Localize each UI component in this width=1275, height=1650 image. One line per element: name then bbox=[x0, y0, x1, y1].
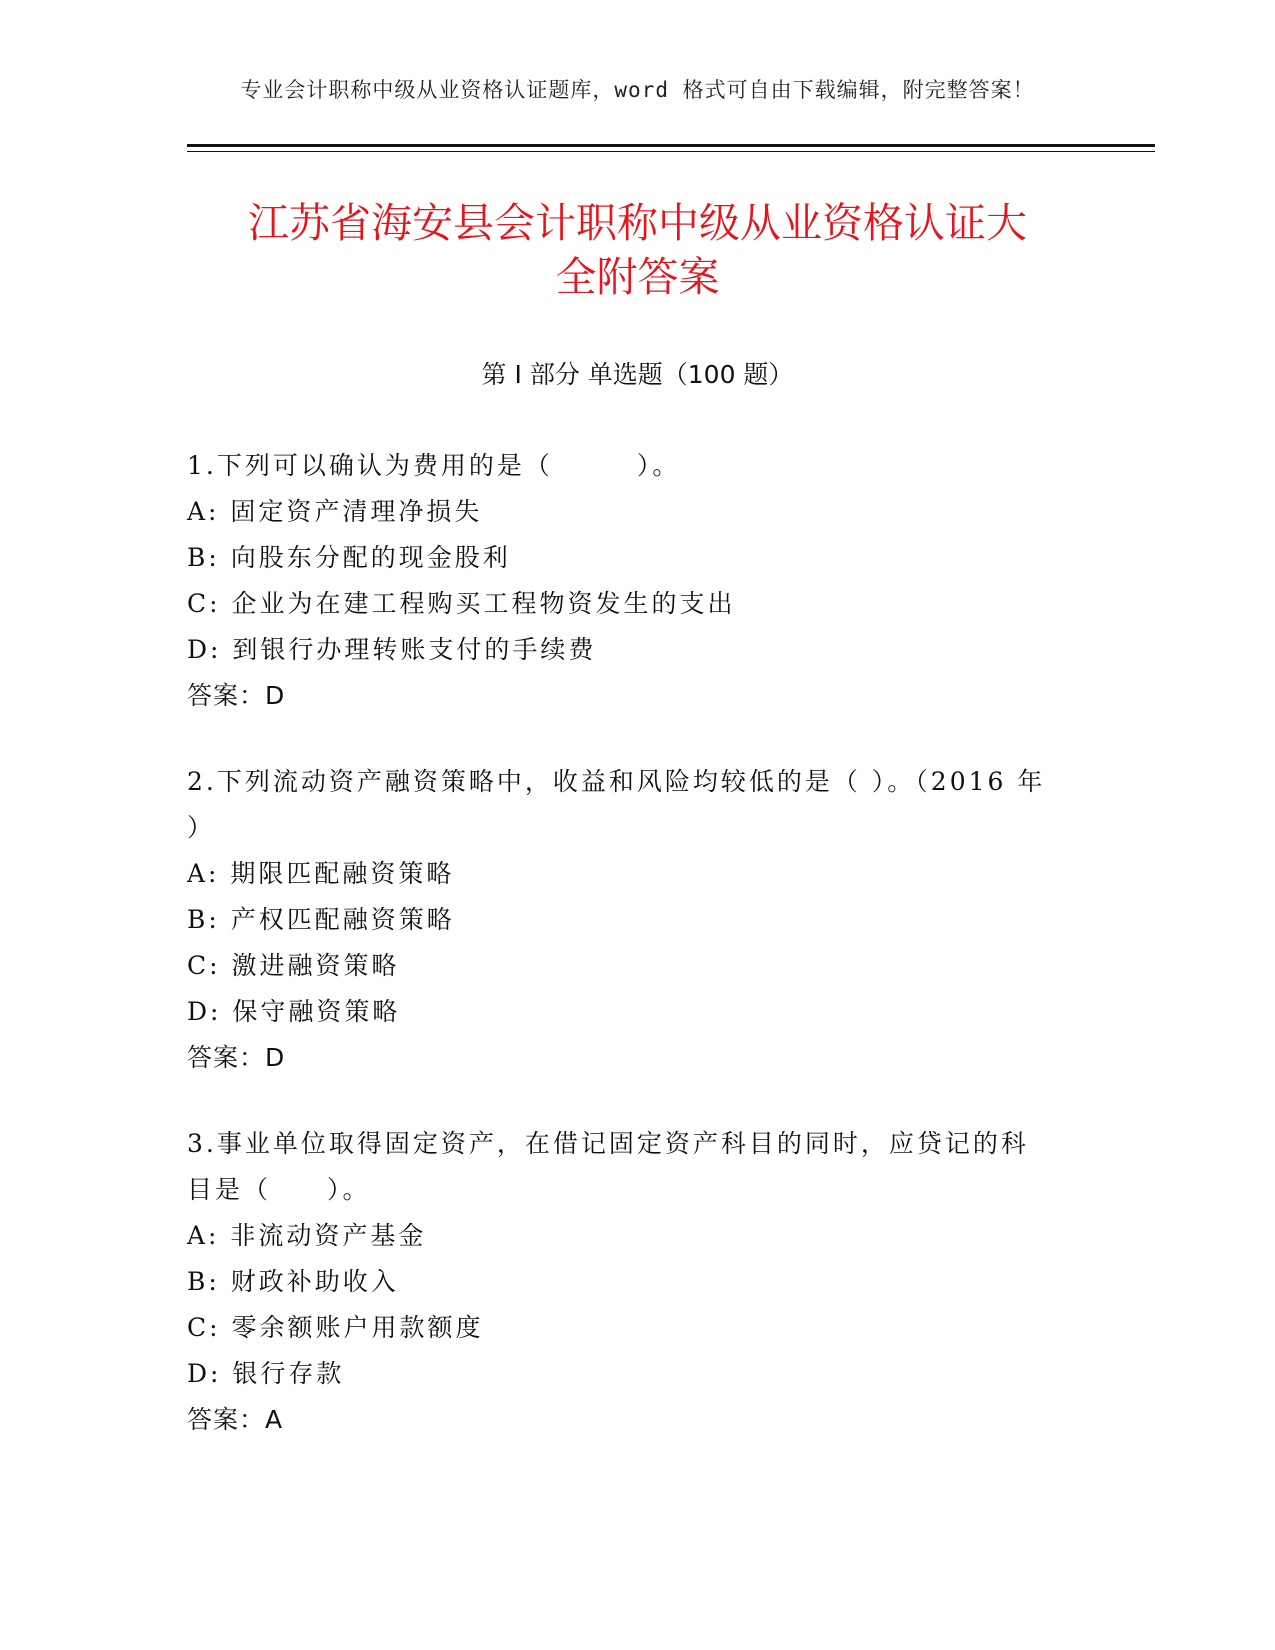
answer: 答案：D bbox=[187, 681, 286, 710]
document-title-line-2: 全附答案 bbox=[555, 253, 720, 301]
option-b: B: 财政补助收入 bbox=[187, 1267, 399, 1296]
option-b: B: 产权匹配融资策略 bbox=[187, 905, 455, 934]
header-rule-thick bbox=[187, 144, 1155, 147]
answer: 答案：A bbox=[187, 1405, 284, 1434]
option-d: D: 银行存款 bbox=[187, 1359, 345, 1388]
question-stem-line: 2.下列流动资产融资策略中，收益和风险均较低的是（ ）。（2016 年 bbox=[187, 767, 1046, 796]
option-c: C: 激进融资策略 bbox=[187, 951, 400, 980]
question-stem bbox=[187, 1121, 1087, 1213]
question-1 bbox=[187, 443, 1087, 719]
option-b: B: 向股东分配的现金股利 bbox=[187, 543, 511, 572]
document-title-line-1: 江苏省海安县会计职称中级从业资格认证大 bbox=[248, 199, 1027, 247]
question-list bbox=[187, 443, 1087, 1483]
option-a: A: 固定资产清理净损失 bbox=[187, 497, 483, 526]
header-note: 专业会计职称中级从业资格认证题库，word 格式可自由下载编辑，附完整答案！ bbox=[240, 78, 1035, 102]
option-c: C: 零余额账户用款额度 bbox=[187, 1313, 484, 1342]
question-stem-line: 目是（ ）。 bbox=[187, 1175, 371, 1204]
question-stem-line: 1.下列可以确认为费用的是（ ）。 bbox=[187, 451, 681, 480]
option-c: C: 企业为在建工程购买工程物资发生的支出 bbox=[187, 589, 736, 618]
option-d: D: 保守融资策略 bbox=[187, 997, 401, 1026]
question-stem bbox=[187, 759, 1087, 851]
document-title bbox=[150, 196, 1125, 304]
question-3 bbox=[187, 1121, 1087, 1443]
question-stem-line: 3.事业单位取得固定资产，在借记固定资产科目的同时，应贷记的科 bbox=[187, 1129, 1029, 1158]
question-stem bbox=[187, 443, 1087, 489]
answer: 答案：D bbox=[187, 1043, 286, 1072]
section-title: 第 I 部分 单选题（100 题） bbox=[481, 360, 794, 389]
option-a: A: 非流动资产基金 bbox=[187, 1221, 427, 1250]
question-2 bbox=[187, 759, 1087, 1081]
option-d: D: 到银行办理转账支付的手续费 bbox=[187, 635, 597, 664]
option-a: A: 期限匹配融资策略 bbox=[187, 859, 455, 888]
question-stem-line: ） bbox=[187, 813, 216, 842]
header-rule-thin bbox=[187, 151, 1155, 152]
